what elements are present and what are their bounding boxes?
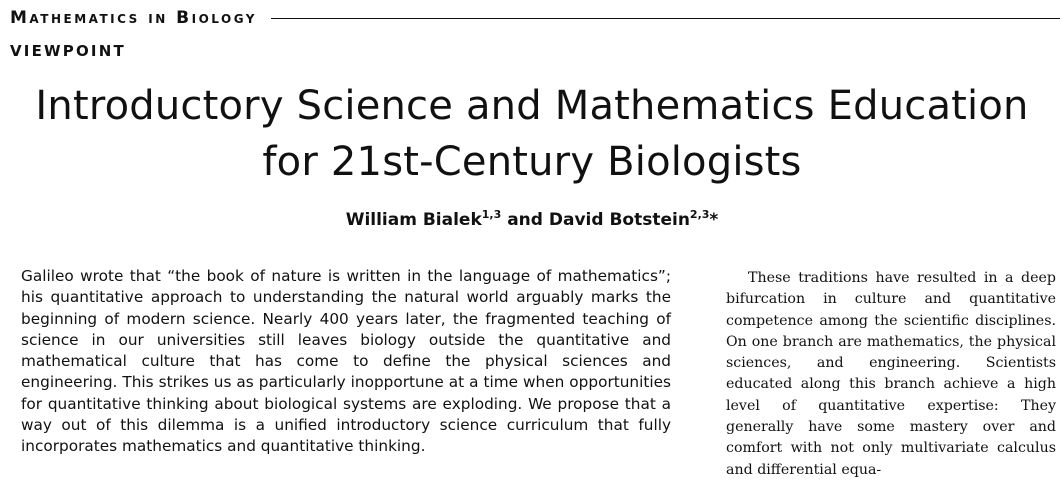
author-1-affiliation: 1,3	[481, 208, 502, 221]
article-kicker: VIEWPOINT	[10, 42, 126, 60]
section-header	[10, 6, 1060, 30]
author-2-affiliation: 2,3	[689, 208, 710, 221]
title-line-2: for 21st-Century Biologists	[262, 139, 802, 185]
article-title	[0, 78, 1064, 190]
author-1: William Bialek	[345, 210, 482, 230]
abstract: Galileo wrote that “the book of nature is written in the language of mathematics”; his quantitative approach to understanding the natural world arguably marks the beginning of modern science. Nearly 400 years later, the fragmented teaching of science in our universities still leaves biology outside the quantitative and mathematical culture that has come to define the physical sciences and engineering. This strikes us as particularly inopportune at a time when opportunities for quantitative thinking about biological systems are exploding. We propose that a way out of this dilemma is a unified introductory science curriculum that fully incorporates mathematics and quantitative thinking.	[21, 267, 671, 456]
section-label: Mathematics in Biology	[10, 8, 257, 28]
body-paragraph: These traditions have resulted in a deep bifurcation in culture and quantitative competence among the scientific disciplines. On one branch are mathematics, the physical sciences, and engineering. Scientists educated along this branch achieve a high level of quantitative expertise: They generally have some mastery over and comfort with not only multivariate calculus and differential equa-	[726, 270, 1056, 478]
title-line-1: Introductory Science and Mathematics Education	[35, 83, 1029, 129]
author-2: David Botstein	[548, 210, 690, 230]
section-rule	[271, 18, 1060, 19]
author-conjunction: and	[507, 210, 543, 230]
author-line	[0, 210, 1064, 230]
corresponding-author-mark: *	[709, 210, 719, 230]
